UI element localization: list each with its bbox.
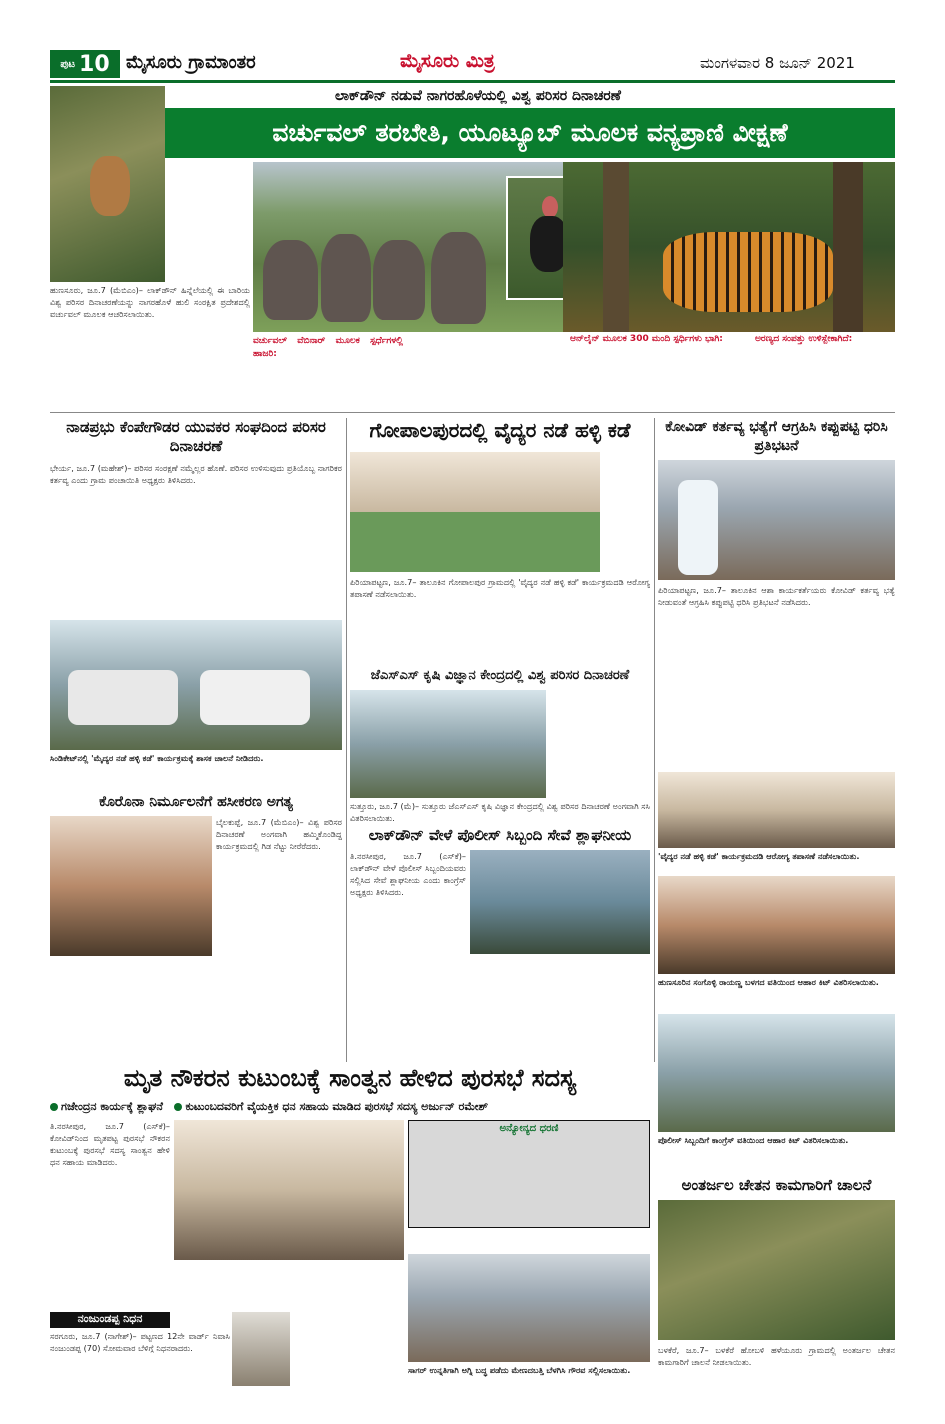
story8-sub1: ಗಜೇಂದ್ರನ ಕಾರ್ಯಕ್ಕೆ ಶ್ಲಾಘನೆ — [61, 1100, 163, 1113]
divider — [654, 418, 655, 1062]
story2-photo — [50, 816, 212, 956]
story8-box — [408, 1120, 650, 1228]
tiger-photo — [563, 162, 895, 332]
story2-headline: ಕೊರೊನಾ ನಿರ್ಮೂಲನೆಗೆ ಹಸೀಕರಣ ಅಗತ್ಯ — [99, 794, 293, 810]
story3-headline: ಗೋಪಾಲಪುರದಲ್ಲಿ ವೈದ್ಯರ ನಡೆ ಹಳ್ಳಿ ಕಡೆ — [369, 418, 631, 442]
lead-body-col2 — [253, 334, 403, 408]
lead-body-col4 — [570, 350, 750, 408]
story2-body-col2 — [50, 960, 342, 1060]
section-name: ಮೈಸೂರು ಗ್ರಾಮಾಂತರ — [126, 52, 256, 73]
ppe-figure — [678, 480, 718, 575]
story7-headline: ಅಂತರ್ಜಲ ಚೇತನ ಕಾಮಗಾರಿಗೆ ಚಾಲನೆ — [681, 1176, 872, 1194]
tiger-shape — [663, 232, 833, 312]
story8-subheads — [50, 1100, 650, 1116]
lead-body-col3 — [408, 334, 563, 408]
obit-portrait — [232, 1312, 290, 1386]
story8-caption: ಸಾಗರ್ ಉನ್ನತಿಗಾಗಿ ಅಗ್ನಿ ಬದ್ಧ ಪಡೆದು ಮೇಣದಬತ್ತಿ ಬೆಳಗಿಸಿ ಗೌರವ ಸಲ್ಲಿಸಲಾಯಿತು. — [408, 1365, 631, 1375]
obit-headline: ನಂಜುಂಡಪ್ಪ ನಿಧನ — [50, 1312, 170, 1328]
tree-trunk — [603, 162, 629, 332]
story5-body: ತಿ.ನರಸೀಪುರ, ಜೂ.7 (ಎಸ್‌ಕೆ)– ಲಾಕ್‌ಡೌನ್ ವೇಳೆ ಪೊಲೀಸ್ ಸಿಬ್ಬಂದಿಯವರು ಸಲ್ಲಿಸಿದ ಸೇವೆ ಶ್ಲಾಘನೀಯ ಎಂದು ಕಾಂಗ್ರೆಸ್ ಅಧ್ಯಕ್ಷರು ತಿಳಿಸಿದರು. — [350, 851, 466, 897]
story1-headline: ನಾಡಪ್ರಭು ಕೆಂಪೇಗೌಡರ ಯುವಕರ ಸಂಘದಿಂದ ಪರಿಸರ ದಿನಾಚರಣೆ — [66, 418, 326, 455]
story8-body: ತಿ.ನರಸೀಪುರ, ಜೂ.7 (ಎಸ್‌ಕೆ)– ಕೋವಿಡ್‌ನಿಂದ ಮೃತಪಟ್ಟ ಪುರಸಭೆ ನೌಕರನ ಕುಟುಂಬಕ್ಕೆ ಪುರಸಭೆ ಸದಸ್ಯ ಸಾಂತ್ವನ ಹೇಳಿ ಧನ ಸಹಾಯ ಮಾಡಿದರು. — [50, 1121, 170, 1167]
story6-photo2 — [658, 772, 895, 848]
bullet-icon — [50, 1103, 58, 1111]
lead-body-col1 — [50, 284, 250, 408]
elephant-2 — [321, 234, 371, 322]
lead-kicker: ಲಾಕ್‌ಡೌನ್ ನಡುವೆ ನಾಗರಹೊಳೆಯಲ್ಲಿ ವಿಶ್ವ ಪರಿಸರ ದಿನಾಚರಣೆ — [335, 88, 621, 104]
car-shape — [200, 670, 310, 725]
divider — [346, 418, 347, 1062]
story4-photo — [350, 690, 546, 798]
story6-photo — [658, 460, 895, 580]
story2-body-col1: ಬೈಲಕುಪ್ಪೆ, ಜೂ.7 (ಮೆಬಿಎಂ)– ವಿಶ್ವ ಪರಿಸರ ದಿನಾಚರಣೆ ಅಂಗವಾಗಿ ಹಮ್ಮಿಕೊಂಡಿದ್ದ ಕಾರ್ಯಕ್ರಮದಲ್ಲಿ ಗಿಡ ನೆಟ್ಟು ನೀರೆರೆದರು. — [216, 817, 342, 851]
tree-trunk — [833, 162, 863, 332]
page-number-badge — [50, 50, 120, 78]
story5-headline: ಲಾಕ್‌ಡೌನ್ ವೇಳೆ ಪೊಲೀಸ್ ಸಿಬ್ಬಂದಿ ಸೇವೆ ಶ್ಲಾಘನೀಯ — [368, 826, 632, 844]
story6-photo4 — [658, 1014, 895, 1132]
story4-body: ಸುತ್ತೂರು, ಜೂ.7 (ಮೆ)– ಸುತ್ತೂರು ಜೆಎಸ್‌ಎಸ್ ಕೃಷಿ ವಿಜ್ಞಾನ ಕೇಂದ್ರದಲ್ಲಿ ವಿಶ್ವ ಪರಿಸರ ದಿನಾಚರಣೆ ಅಂಗವಾಗಿ ಸಸಿ ವಿತರಿಸಲಾಯಿತು. — [350, 801, 650, 823]
story8-photo — [174, 1120, 404, 1260]
lead-body-col5 — [755, 350, 895, 408]
page-label: ಪುಟ — [60, 58, 76, 70]
story7-photo — [658, 1200, 895, 1340]
story3-photo — [350, 452, 600, 572]
story8-sub2: ಕುಟುಂಬದವರಿಗೆ ವೈಯಕ್ತಿಕ ಧನ ಸಹಾಯ ಮಾಡಿದ ಪುರಸಭೆ ಸದಸ್ಯ ಅರ್ಜುನ್ ರಮೇಶ್ — [185, 1100, 488, 1113]
page-number: 10 — [79, 51, 110, 77]
deer-photo — [50, 86, 165, 282]
story6-caption3: ಪೊಲೀಸ್ ಸಿಬ್ಬಂದಿಗೆ ಕಾಂಗ್ರೆಸ್ ವತಿಯಿಂದ ಆಹಾರ ಕಿಟ್ ವಿತರಿಸಲಾಯಿತು. — [658, 1135, 849, 1145]
elephant-3 — [373, 240, 425, 320]
car-shape — [68, 670, 178, 725]
story3-body: ಪಿರಿಯಾಪಟ್ಟಣ, ಜೂ.7– ತಾಲೂಕಿನ ಗೋಪಾಲಪುರ ಗ್ರಾಮದಲ್ಲಿ 'ವೈದ್ಯರ ನಡೆ ಹಳ್ಳಿ ಕಡೆ' ಕಾರ್ಯಕ್ರಮದಡಿ ಆರೋಗ್ಯ ತಪಾಸಣೆ ನಡೆಸಲಾಯಿತು. — [350, 577, 650, 599]
masthead-rule — [50, 80, 895, 83]
story4-body-col2 — [550, 690, 650, 798]
story6-body: ಪಿರಿಯಾಪಟ್ಟಣ, ಜೂ.7– ತಾಲೂಕಿನ ಆಶಾ ಕಾರ್ಯಕರ್ತೆಯರು ಕೋವಿಡ್ ಕರ್ತವ್ಯ ಭತ್ಯೆ ನೀಡುವಂತೆ ಆಗ್ರಹಿಸಿ ಕಪ್ಪುಪಟ್ಟಿ ಧರಿಸಿ ಪ್ರತಿಭಟನೆ ನಡೆಸಿದರು. — [658, 585, 895, 607]
story6-photo3 — [658, 876, 895, 974]
story8-photo2 — [408, 1254, 650, 1362]
lead-subhead-right: ಅರಣ್ಯದ ಸಂಪತ್ತು ಉಳಿಸ್ಬೇಕಾಗಿದೆ: — [755, 334, 853, 344]
story6-caption2: ಹುಣಸೂರಿನ ಸಂಗೊಳ್ಳಿ ರಾಯಣ್ಣ ಬಳಗದ ವತಿಯಿಂದ ಆಹಾರ ಕಿಟ್ ವಿತರಿಸಲಾಯಿತು. — [658, 977, 879, 987]
story4-headline: ಜೆಎಸ್‌ಎಸ್ ಕೃಷಿ ವಿಜ್ಞಾನ ಕೇಂದ್ರದಲ್ಲಿ ವಿಶ್ವ ಪರಿಸರ ದಿನಾಚರಣೆ — [370, 668, 630, 683]
divider — [50, 412, 895, 413]
story1-caption: ಸಿಂಡಿಕೇಟ್‌ನಲ್ಲಿ 'ಮೈದ್ಯರ ನಡೆ ಹಳ್ಳಿ ಕಡೆ' ಕಾರ್ಯಕ್ರಮಕ್ಕೆ ಶಾಸಕ ಚಾಲನೆ ನೀಡಿದರು. — [50, 753, 264, 763]
story7-body: ಬಳಕೆರೆ, ಜೂ.7– ಬಳಕೆರೆ ಹೋಬಳಿ ಹಳೆಯೂರು ಗ್ರಾಮದಲ್ಲಿ ಅಂತರ್ಜಲ ಚೇತನ ಕಾಮಗಾರಿಗೆ ಚಾಲನೆ ನೀಡಲಾಯಿತು. — [658, 1345, 895, 1367]
deer-shape — [90, 156, 130, 216]
bullet-icon — [174, 1103, 182, 1111]
lead-photo-caption: ಆನ್‌ಲೈನ್ ಮೂಲಕ 300 ಮಂದಿ ಸ್ಪರ್ಧಿಗಳು ಭಾಗಿ: — [570, 334, 723, 344]
story1-photo — [50, 620, 342, 750]
story5-photo — [470, 850, 650, 954]
lead-dateline: ಹುಣಸೂರು, ಜೂ.7 (ಮೆಬಿಎಂ)– ಲಾಕ್‌ಡೌನ್ ಹಿನ್ನೆಲೆಯಲ್ಲಿ ಈ ಬಾರಿಯ ವಿಶ್ವ ಪರಿಸರ ದಿನಾಚರಣೆಯನ್ನು ನಾಗರಹೊಳೆ ಹುಲಿ ಸಂರಕ್ಷಿತ ಪ್ರದೇಶದಲ್ಲಿ ವರ್ಚುವಲ್ ಮೂಲಕ ಆಚರಿಸಲಾಯಿತು. — [50, 285, 250, 319]
story1-body: ಭೇರ್ಯ, ಜೂ.7 (ಮಹೇಶ್)– ಪರಿಸರ ಸಂರಕ್ಷಣೆ ನಮ್ಮೆಲ್ಲರ ಹೊಣೆ. ಪರಿಸರ ಉಳಿಸುವುದು ಪ್ರತಿಯೊಬ್ಬ ನಾಗರಿಕರ ಕರ್ತವ್ಯ ಎಂದು ಗ್ರಾಮ ಪಂಚಾಯಿತಿ ಅಧ್ಯಕ್ಷರು ತಿಳಿಸಿದರು. — [50, 463, 342, 485]
story8-box-body — [408, 1230, 650, 1252]
story8-headline: ಮೃತ ನೌಕರನ ಕುಟುಂಬಕ್ಕೆ ಸಾಂತ್ವನ ಹೇಳಿದ ಪುರಸಭೆ ಸದಸ್ಯ — [123, 1064, 577, 1092]
floor-shape — [350, 512, 600, 572]
publication-date: ಮಂಗಳವಾರ 8 ಜೂನ್ 2021 — [700, 54, 855, 72]
story6-headline: ಕೋವಿಡ್ ಕರ್ತವ್ಯ ಭತ್ಯೆಗೆ ಆಗ್ರಹಿಸಿ ಕಪ್ಪುಪಟ್ಟಿ ಧರಿಸಿ ಪ್ರತಿಭಟನೆ — [665, 419, 888, 454]
elephant-4 — [431, 232, 486, 324]
obit-body: ಸರಗೂರು, ಜೂ.7 (ನಾಗೇಶ್)– ಪಟ್ಟಣದ 12ನೇ ವಾರ್ಡ್ ನಿವಾಸಿ ನಂಜುಂಡಪ್ಪ (70) ಸೋಮವಾರ ಬೆಳಿಗ್ಗೆ ನಿಧನರಾದರು. — [50, 1331, 230, 1353]
story3-body-col2 — [604, 452, 650, 572]
lead-subhead-left: ವರ್ಚುವಲ್ ವೆಬಿನಾರ್ ಮೂಲಕ ಸ್ಪರ್ಧೆಗಳಲ್ಲಿ ಹಾಜರಿ: — [253, 336, 403, 359]
story5-body-col2 — [470, 958, 650, 1060]
story6-caption1: 'ವೈದ್ಯರ ನಡೆ ಹಳ್ಳಿ ಕಡೆ' ಕಾರ್ಯಕ್ರಮದಡಿ ಆರೋಗ್ಯ ತಪಾಸಣೆ ನಡೆಸಲಾಯಿತು. — [658, 851, 860, 861]
paper-name: ಮೈಸೂರು ಮಿತ್ರ — [400, 50, 495, 72]
lead-headline: ವರ್ಚುವಲ್ ತರಬೇತಿ, ಯೂಟ್ಯೂಬ್ ಮೂಲಕ ವನ್ಯಪ್ರಾಣಿ ವೀಕ್ಷಣೆ — [165, 108, 895, 158]
vulture-head — [542, 196, 558, 218]
story8-box-title: ಅನ್ಯೋನ್ಯದ ಧರಣಿ — [499, 1123, 559, 1134]
elephant-1 — [263, 240, 318, 320]
